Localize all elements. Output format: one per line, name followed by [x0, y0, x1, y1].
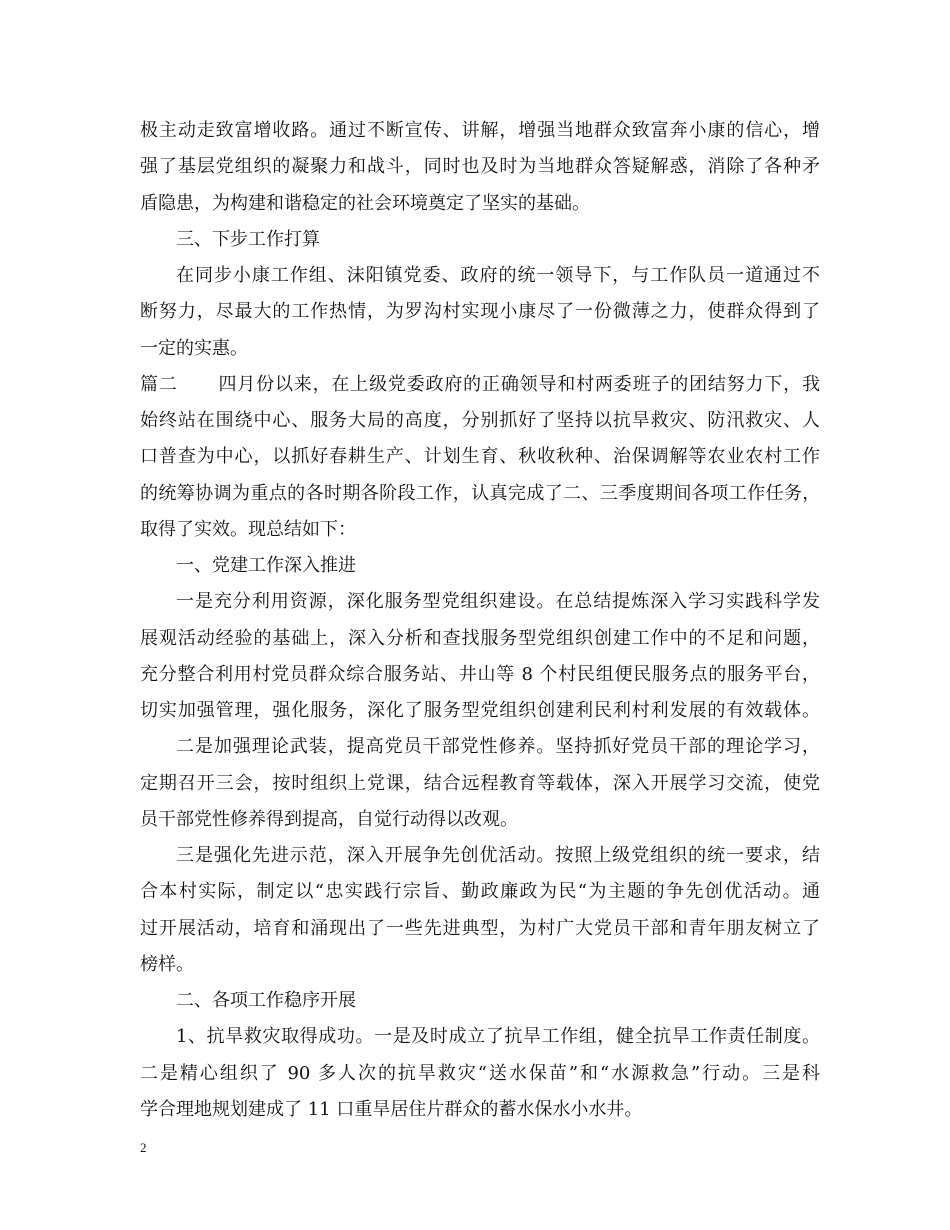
- paragraph-text: 四月份以来，在上级党委政府的正确领导和村两委班子的团结努力下，我: [217, 373, 820, 395]
- paragraph-line: 定期召开三会，按时组织上党课，结合远程教育等载体，深入开展学习交流，使党: [140, 772, 820, 794]
- paragraph-line: 断努力，尽最大的工作热情，为罗沟村实现小康尽了一份微薄之力，使群众得到了: [140, 301, 820, 323]
- paragraph-line: 展观活动经验的基础上，深入分析和查找服务型党组织创建工作中的不足和问题，: [140, 627, 820, 649]
- section-heading: 二、各项工作稳序开展: [176, 990, 356, 1011]
- paragraph-line: 极主动走致富增收路。通过不断宣传、讲解，增强当地群众致富奔小康的信心，增: [140, 120, 820, 141]
- paragraph-line-with-label: [140, 367, 820, 403]
- paragraph-line: 一是充分利用资源，深化服务型党组织建设。在总结提炼深入学习实践科学发: [176, 591, 820, 613]
- paragraph-line: 充分整合利用村党员群众综合服务站、井山等 8 个村民组便民服务点的服务平台，: [140, 663, 820, 685]
- paragraph-line: 二是精心组织了 90 多人次的抗旱救灾“送水保苗”和“水源救急”行动。三是科: [140, 1062, 820, 1084]
- paragraph-line: 合本村实际，制定以“忠实践行宗旨、勤政廉政为民“为主题的争先创优活动。通: [140, 881, 820, 903]
- paragraph-line: 取得了实效。现总结如下：: [140, 518, 356, 540]
- paragraph-line: 一定的实惠。: [140, 337, 248, 359]
- paragraph-line: 的统筹协调为重点的各时期各阶段工作，认真完成了二、三季度期间各项工作任务，: [140, 482, 820, 504]
- paragraph-line: 二是加强理论武装，提高党员干部党性修养。坚持抓好党员干部的理论学习，: [176, 736, 820, 758]
- paragraph-line: 三是强化先进示范，深入开展争先创优活动。按照上级党组织的统一要求，结: [176, 845, 820, 866]
- page-number: 2: [140, 1140, 147, 1155]
- paragraph-line: 在同步小康工作组、沫阳镇党委、政府的统一领导下，与工作队员一道通过不: [176, 265, 820, 286]
- section-heading: 一、党建工作深入推进: [176, 555, 356, 576]
- paragraph-line: 过开展活动，培育和涌现出了一些先进典型，为村广大党员干部和青年朋友树立了: [140, 917, 820, 939]
- paragraph-line: 学合理地规划建成了 11 口重旱居住片群众的蓄水保水小水井。: [140, 1098, 643, 1120]
- paragraph-line: 盾隐患，为构建和谐稳定的社会环境奠定了坚实的基础。: [140, 192, 590, 214]
- paragraph-line: 榜样。: [140, 953, 194, 975]
- section-heading: 三、下步工作打算: [176, 228, 320, 250]
- section-label: 篇二: [140, 373, 178, 395]
- paragraph-line: 员干部党性修养得到提高，自觉行动得以改观。: [140, 808, 518, 830]
- paragraph-line: 始终站在围绕中心、服务大局的高度，分别抓好了坚持以抗旱救灾、防汛救灾、人: [140, 410, 820, 431]
- paragraph-line: 强了基层党组织的凝聚力和战斗，同时也及时为当地群众答疑解惑，消除了各种矛: [140, 156, 820, 178]
- paragraph-line: 1、抗旱救灾取得成功。一是及时成立了抗旱工作组，健全抗旱工作责任制度。: [176, 1026, 820, 1048]
- document-body: [140, 113, 820, 1128]
- paragraph-line: 切实加强管理，强化服务，深化了服务型党组织创建利民利村利发展的有效载体。: [140, 700, 820, 721]
- paragraph-line: 口普查为中心，以抓好春耕生产、计划生育、秋收秋种、治保调解等农业农村工作: [140, 446, 820, 468]
